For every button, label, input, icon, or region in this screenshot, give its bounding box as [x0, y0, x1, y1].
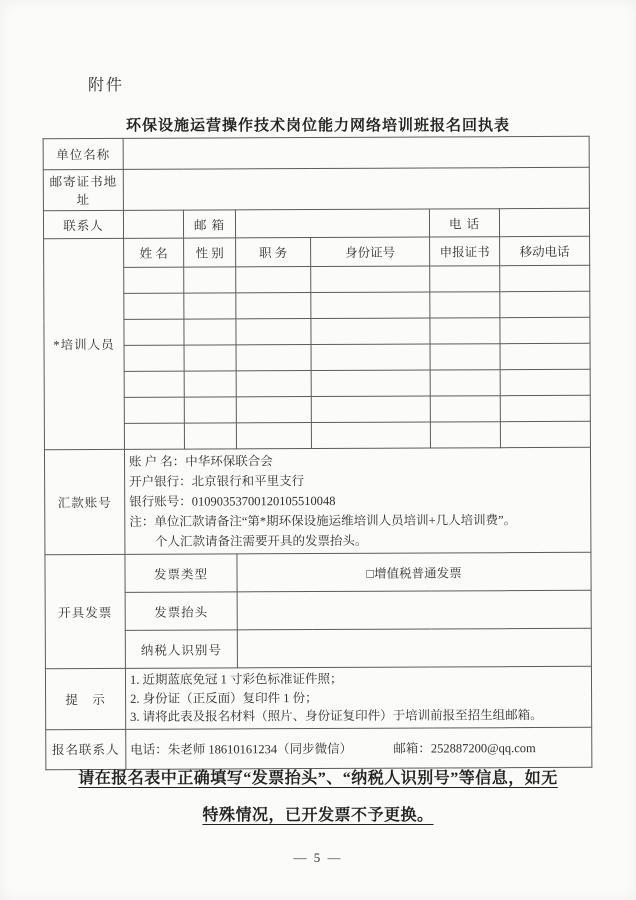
mailing-address-row	[43, 167, 589, 210]
tip-item: 1. 近期蓝底免冠 1 寸彩色标准证件照；	[129, 671, 343, 687]
contact-row	[43, 208, 589, 238]
phone-value	[499, 208, 589, 236]
trainee-cell-empty	[311, 396, 430, 423]
invoice-title-row	[45, 590, 591, 630]
trainee-cell-empty	[124, 371, 184, 397]
trainee-cell-empty	[124, 293, 184, 319]
trainee-cell-empty	[184, 267, 236, 293]
invoice-type-row	[45, 552, 591, 592]
trainee-header-row	[44, 236, 590, 267]
footer-note	[0, 760, 636, 834]
unit-name-row	[43, 136, 589, 169]
remittance-row	[44, 447, 590, 554]
trainee-row	[44, 317, 590, 345]
unit-name-value	[123, 136, 589, 169]
trainee-row	[44, 369, 590, 397]
trainee-column-header: 姓 名	[124, 238, 184, 267]
trainee-cell-empty	[184, 345, 236, 371]
trainee-cell-empty	[124, 267, 184, 293]
trainee-cell-empty	[500, 395, 590, 421]
email-value	[235, 209, 429, 238]
trainee-cell-empty	[430, 344, 500, 370]
trainee-cell-empty	[236, 371, 311, 397]
page-title: 环保设施运营操作技术岗位能力网络培训班报名回执表	[125, 118, 510, 134]
remittance-content	[124, 447, 590, 554]
trainee-column-header: 性 别	[184, 238, 236, 267]
registration-contact-phone: 电话：朱老师 18610161234（同步微信）	[130, 741, 353, 757]
trainee-row	[44, 343, 590, 371]
tips-row	[45, 666, 591, 729]
trainee-cell-empty	[430, 266, 500, 292]
trainee-cell-empty	[500, 291, 590, 317]
trainee-cell-empty	[500, 421, 590, 447]
trainee-cell-empty	[430, 370, 500, 396]
trainee-cell-empty	[184, 319, 236, 345]
trainee-cell-empty	[236, 293, 311, 319]
trainee-column-header: 身份证号	[311, 237, 430, 267]
remittance-note-line2: 个人汇款请备注需要开具的发票抬头。	[154, 533, 368, 549]
trainee-cell-empty	[500, 343, 590, 369]
registration-contact-label: 报名联系人	[46, 729, 126, 769]
trainee-column-header: 申报证书	[430, 237, 500, 266]
trainee-cell-empty	[236, 423, 311, 449]
invoice-section-label: 开具发票	[45, 554, 125, 668]
contact-label: 联系人	[43, 210, 123, 238]
account-name: 账 户 名：中华环保联合会	[129, 454, 273, 469]
trainee-cell-empty	[500, 265, 590, 291]
remittance-note-line1: 注：单位汇款请备注“第*期环保设施运维培训人员培训+几人培训费”。	[129, 513, 517, 529]
trainee-column-header: 职 务	[236, 238, 311, 267]
taxpayer-id-row	[45, 628, 591, 668]
unit-name-label: 单位名称	[43, 138, 123, 169]
footer-note-line2: 特殊情况，已开发票不予更换。	[202, 807, 434, 824]
trainee-cell-empty	[311, 266, 430, 293]
trainee-column-header: 移动电话	[500, 236, 590, 265]
invoice-type-checkbox: □增值税普通发票	[237, 552, 591, 592]
trainee-cell-empty	[430, 396, 500, 422]
trainee-cell-empty	[124, 397, 184, 423]
trainee-cell-empty	[311, 422, 430, 449]
trainee-cell-empty	[311, 344, 430, 371]
remittance-label: 汇款账号	[44, 449, 124, 554]
trainee-cell-empty	[184, 423, 236, 449]
invoice-title-value	[237, 590, 591, 630]
trainee-cell-empty	[236, 345, 311, 371]
trainee-cell-empty	[311, 318, 430, 345]
registration-contact-email: 邮箱：252887200@qq.com	[393, 741, 536, 756]
trainees-label: *培训人员	[44, 238, 125, 449]
trainee-cell-empty	[124, 345, 184, 371]
trainee-cell-empty	[430, 292, 500, 318]
tips-label: 提 示	[45, 668, 125, 729]
contact-value	[123, 210, 183, 238]
trainee-cell-empty	[311, 292, 430, 319]
trainee-cell-empty	[184, 397, 236, 423]
trainee-cell-empty	[236, 319, 311, 345]
invoice-title-label: 发票抬头	[125, 592, 237, 630]
phone-label: 电 话	[429, 209, 499, 237]
trainee-cell-empty	[430, 422, 500, 448]
trainee-cell-empty	[430, 318, 500, 344]
trainee-row	[44, 291, 590, 319]
taxpayer-id-label: 纳税人识别号	[125, 630, 237, 668]
trainee-cell-empty	[236, 397, 311, 423]
bank-account-number: 银行账号：01090353700120105510048	[129, 493, 336, 509]
taxpayer-id-value	[237, 628, 591, 668]
trainee-cell-empty	[184, 293, 236, 319]
trainee-row	[44, 395, 590, 423]
trainee-row	[44, 265, 590, 293]
trainee-cell-empty	[124, 423, 184, 449]
registration-form-table	[43, 136, 593, 770]
mailing-address-value	[123, 167, 589, 210]
trainee-cell-empty	[184, 371, 236, 397]
bank-name: 开户银行：北京银行和平里支行	[129, 474, 305, 489]
invoice-type-label: 发票类型	[125, 554, 237, 592]
page-number: — 5 —	[293, 850, 343, 865]
tip-item: 2. 身份证（正反面）复印件 1 份；	[130, 690, 318, 706]
trainee-cell-empty	[124, 319, 184, 345]
mailing-address-label: 邮寄证书地址	[43, 169, 123, 210]
trainee-cell-empty	[500, 317, 590, 343]
trainee-cell-empty	[500, 369, 590, 395]
tip-item: 3. 请将此表及报名材料（照片、身份证复印件）于培训前报至招生组邮箱。	[130, 708, 543, 724]
footer-note-line1: 请在报名表中正确填写“发票抬头”、“纳税人识别号”等信息，如无	[78, 770, 558, 787]
email-label: 邮 箱	[183, 210, 235, 238]
attachment-label: 附件	[88, 77, 125, 94]
trainee-cell-empty	[236, 267, 311, 293]
trainee-row	[44, 421, 590, 449]
trainee-cell-empty	[311, 370, 430, 397]
tips-content	[125, 666, 591, 729]
